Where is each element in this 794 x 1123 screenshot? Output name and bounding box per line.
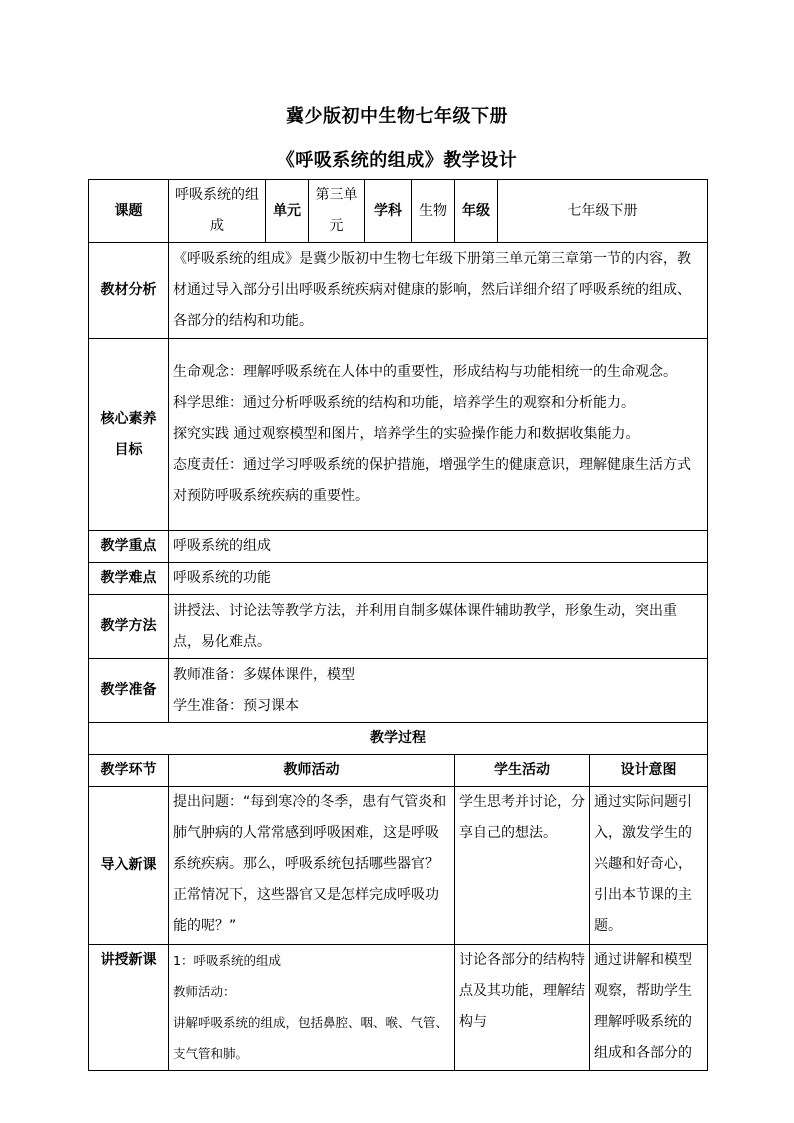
core-label [89, 339, 169, 531]
difficulty-label: 教学难点 [89, 563, 169, 595]
col-stage: 教学环节 [89, 755, 169, 787]
design-intent-intro: 通过实际问题引入，激发学生的兴趣和好奇心，引出本节课的主题。 [590, 787, 708, 945]
teacher-line-1: 1：呼吸系统的组成 [173, 953, 281, 968]
student-activity-intro: 学生思考并讨论，分享自己的想法。 [455, 787, 590, 945]
core-row [89, 339, 708, 531]
process-header-row [89, 755, 708, 787]
method-label: 教学方法 [89, 595, 169, 659]
lesson-plan-table [88, 179, 708, 1071]
analysis-row [89, 243, 708, 339]
unit-label: 单元 [266, 180, 309, 243]
student-activity-teach: 讨论各部分的结构特点及其功能，理解结构与 [455, 945, 590, 1071]
prep-row [89, 659, 708, 723]
subject-label: 课题 [89, 180, 169, 243]
prep-student: 学生准备：预习课本 [173, 697, 299, 714]
grade-label: 年级 [455, 180, 498, 243]
discipline-value: 生物 [412, 180, 455, 243]
difficulty-text: 呼吸系统的功能 [169, 563, 708, 595]
prep-label: 教学准备 [89, 659, 169, 723]
grade-value: 七年级下册 [498, 180, 708, 243]
difficulty-row [89, 563, 708, 595]
teacher-line-2: 教师活动： [173, 984, 236, 999]
teacher-activity-teach [169, 945, 455, 1071]
core-item-life: 生命观念：理解呼吸系统在人体中的重要性，形成结构与功能相统一的生命观念。 [173, 364, 677, 380]
core-text [169, 339, 708, 531]
prep-teacher: 教师准备：多媒体课件，模型 [173, 666, 355, 683]
table-row [89, 945, 708, 1071]
key-point-row [89, 531, 708, 563]
prep-text [169, 659, 708, 723]
document-title: 冀少版初中生物七年级下册 [286, 106, 508, 127]
analysis-label: 教材分析 [89, 243, 169, 339]
teacher-activity-intro: 提出问题：“每到寒冷的冬季，患有气管炎和肺气肿病的人常常感到呼吸困难，这是呼吸系统疾病。那么，呼吸系统包括哪些器官？正常情况下，这些器官又是怎样完成呼吸功能的呢？” [169, 787, 455, 945]
key-point-label: 教学重点 [89, 531, 169, 563]
core-label-line2: 目标 [114, 441, 143, 458]
process-heading-row [89, 723, 708, 755]
col-student: 学生活动 [455, 755, 590, 787]
teacher-line-3: 讲解呼吸系统的组成，包括鼻腔、咽、喉、气管、支气管和肺。 [173, 1015, 449, 1061]
discipline-label: 学科 [365, 180, 412, 243]
stage-intro: 导入新课 [89, 787, 169, 945]
document-subtitle: 《呼吸系统的组成》教学设计 [276, 150, 518, 171]
col-intent: 设计意图 [590, 755, 708, 787]
core-item-thinking: 科学思维：通过分析呼吸系统的结构和功能，培养学生的观察和分析能力。 [173, 395, 635, 411]
table-row [89, 787, 708, 945]
subject-value: 呼吸系统的组成 [169, 180, 266, 243]
col-teacher: 教师活动 [169, 755, 455, 787]
core-item-attitude: 态度责任：通过学习呼吸系统的保护措施，增强学生的健康意识，理解健康生活方式对预防呼吸系统疾病的重要性。 [173, 457, 691, 504]
key-point-text: 呼吸系统的组成 [169, 531, 708, 563]
unit-value: 第三单元 [309, 180, 365, 243]
process-heading: 教学过程 [89, 723, 708, 755]
info-row [89, 180, 708, 243]
design-intent-teach: 通过讲解和模型观察，帮助学生理解呼吸系统的组成和各部分的 [590, 945, 708, 1071]
analysis-text: 《呼吸系统的组成》是冀少版初中生物七年级下册第三单元第三章第一节的内容，教材通过导入部分引出呼吸系统疾病对健康的影响，然后详细介绍了呼吸系统的组成、各部分的结构和功能。 [169, 243, 708, 339]
stage-teach: 讲授新课 [89, 945, 169, 1071]
core-item-practice: 探究实践 通过观察模型和图片，培养学生的实验操作能力和数据收集能力。 [173, 426, 640, 442]
core-label-line1: 核心素养 [100, 410, 157, 427]
method-row [89, 595, 708, 659]
method-text: 讲授法、讨论法等教学方法，并利用自制多媒体课件辅助教学，形象生动，突出重点，易化难点。 [169, 595, 708, 659]
